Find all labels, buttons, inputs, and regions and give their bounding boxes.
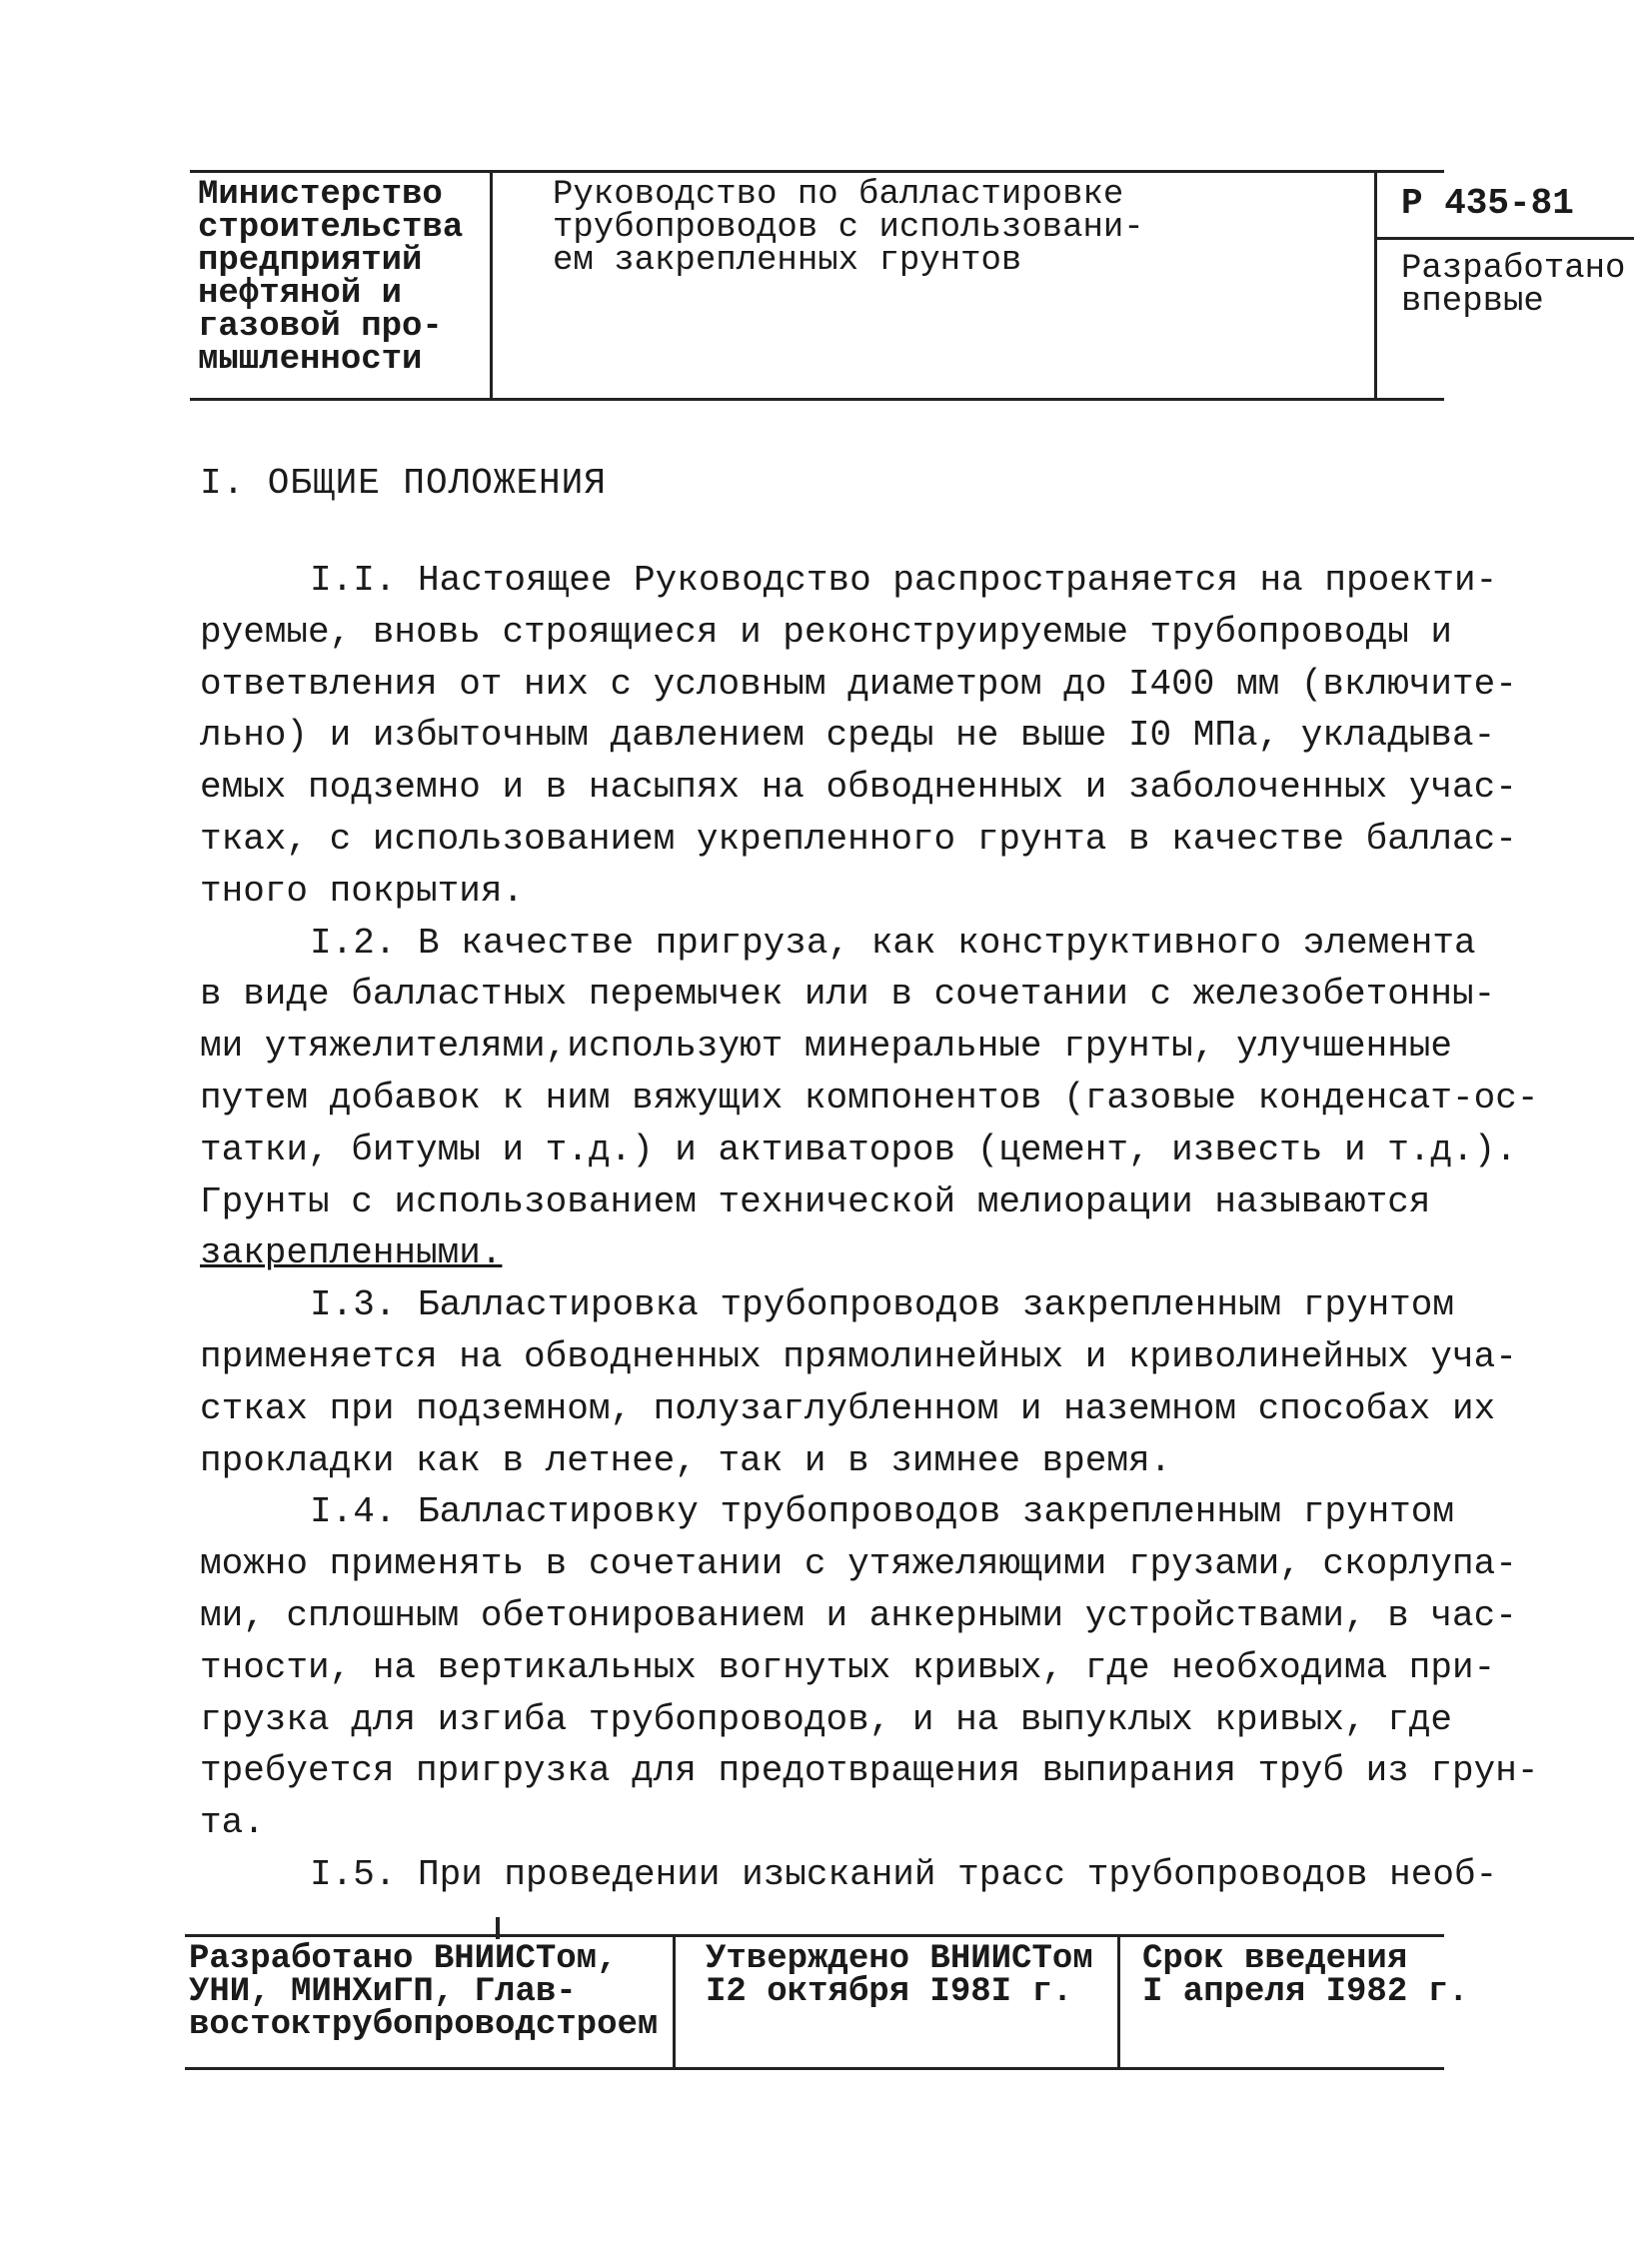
line-text: грузка для изгиба трубопроводов, и на выпуклых кривых, где — [200, 1698, 1453, 1740]
line-text: тного покрытия. — [200, 870, 525, 912]
organization-line: мышленности — [198, 341, 423, 379]
developed-by-text — [189, 1940, 659, 2044]
organization-cell — [190, 173, 490, 398]
paragraph-first-line — [200, 1486, 1454, 1538]
approved-text — [706, 1940, 1093, 2011]
line-text: та. — [200, 1802, 265, 1844]
effective-date-line: I апреля I982 г. — [1142, 1973, 1469, 2011]
line-text: ответвления от них с условным диаметром до I400 мм (включите- — [200, 663, 1517, 705]
line-text: I.I. Настоящее Руководство распространяется на проекти- — [310, 560, 1498, 601]
document-title-line: трубопроводов с использовани- — [553, 209, 1144, 247]
paragraph-first-line — [200, 918, 1476, 970]
line-text: I.4. Балластировку трубопроводов закрепленным грунтом — [310, 1491, 1454, 1533]
paragraph-line — [200, 1642, 1496, 1694]
section-title: I. ОБЩИЕ ПОЛОЖЕНИЯ — [200, 463, 607, 504]
line-text: применяется на обводненных прямолинейных и криволинейных уча- — [200, 1335, 1517, 1377]
document-title-line: Руководство по балластировке — [553, 176, 1124, 214]
line-text: льно) и избыточным давлением среды не выше I0 МПа, укладыва- — [200, 715, 1496, 757]
approved-line: I2 октября I98I г. — [706, 1973, 1073, 2011]
body-text — [200, 555, 1539, 1901]
paragraph-line — [200, 1124, 1517, 1176]
paragraph-line — [200, 1383, 1496, 1435]
header-table — [190, 170, 1626, 401]
paragraph-line — [200, 814, 1517, 866]
line-text: I.5. При проведении изысканий трасс трубопроводов необ- — [310, 1853, 1498, 1895]
paragraph-line — [200, 710, 1496, 762]
organization-line: газовой про- — [198, 308, 443, 346]
line-text: требуется пригрузка для предотвращения выпирания труб из грун- — [200, 1750, 1539, 1792]
document-code: Р 435-81 — [1401, 183, 1574, 224]
paragraph-line — [200, 659, 1517, 711]
organization-line: предприятий — [198, 242, 423, 280]
line-text: тности, на вертикальных вогнутых кривых, где необходима при- — [200, 1646, 1496, 1688]
organization-text — [198, 176, 464, 379]
line-text: тках, с использованием укрепленного грунта в качестве баллас- — [200, 818, 1517, 860]
paragraph-line — [200, 969, 1496, 1021]
line-text: путем добавок к ним вяжущих компонентов (газовые конденсат-ос- — [200, 1077, 1539, 1119]
status-note — [1401, 250, 1626, 321]
line-text: ми, сплошным обетонированием и анкерными устройствами, в час- — [200, 1594, 1517, 1636]
line-text: закрепленными. — [200, 1232, 503, 1274]
effective-date-text — [1142, 1940, 1469, 2011]
footer-table — [185, 1934, 1469, 2070]
paragraph-first-line — [200, 1849, 1498, 1901]
organization-line: нефтяной и — [198, 275, 403, 313]
developed-by-line: УНИ, МИНХиГП, Глав- — [189, 1973, 577, 2011]
paragraph-line — [200, 1435, 1449, 1487]
line-text: Грунты с использованием технической мелиорации называются — [200, 1180, 1431, 1222]
paragraph-line — [200, 1538, 1517, 1590]
status-line: впервые — [1401, 283, 1544, 321]
line-text: можно применять в сочетании с утяжеляющими грузами, скорлупа- — [200, 1543, 1517, 1585]
paragraph-line — [200, 1021, 1453, 1073]
line-text: татки, битумы и т.д.) и активаторов (цемент, известь и т.д.). — [200, 1128, 1517, 1170]
paragraph-line — [200, 1176, 1449, 1228]
developed-by-line: Разработано ВНИИСТом, — [189, 1940, 618, 1978]
paragraph-line — [200, 1227, 1449, 1279]
developed-by-line: востоктрубопроводстроем — [189, 2006, 659, 2044]
line-text: в виде балластных перемычек или в сочетании с железобетонны- — [200, 974, 1496, 1016]
status-line: Разработано — [1401, 250, 1626, 288]
paragraph-first-line — [200, 1279, 1454, 1331]
line-text: I.3. Балластировка трубопроводов закрепленным грунтом — [310, 1284, 1454, 1326]
line-text: ми утяжелителями,используют минеральные грунты, улучшенные — [200, 1026, 1453, 1068]
developed-by-cell — [185, 1937, 673, 2067]
line-text: руемые, вновь строящиеся и реконструируемые трубопроводы и — [200, 611, 1453, 653]
approved-cell — [673, 1937, 1117, 2067]
paragraph-line — [200, 1073, 1539, 1124]
code-cell — [1374, 173, 1626, 398]
paragraph-line — [200, 1745, 1539, 1797]
effective-date-cell — [1117, 1937, 1469, 2067]
paragraph-line — [200, 1331, 1517, 1383]
paragraph-first-line — [200, 555, 1498, 607]
document-title — [553, 176, 1144, 280]
paragraph-line — [200, 1590, 1517, 1642]
paragraph-line — [200, 866, 1449, 918]
effective-date-line: Срок введения — [1142, 1940, 1408, 1978]
document-title-cell — [490, 173, 1374, 398]
paragraph-line — [200, 1694, 1453, 1746]
paragraph-line — [200, 607, 1453, 659]
paragraph-line — [200, 1797, 1449, 1849]
document-title-line: ем закрепленных грунтов — [553, 242, 1022, 280]
organization-line: Министерство — [198, 176, 443, 214]
organization-line: строительства — [198, 209, 464, 247]
paragraph-line — [200, 762, 1517, 814]
line-text: прокладки как в летнее, так и в зимнее время. — [200, 1439, 1172, 1481]
code-divider — [1377, 237, 1634, 240]
approved-line: Утверждено ВНИИСТом — [706, 1940, 1093, 1978]
line-text: I.2. В качестве пригруза, как конструктивного элемента — [310, 922, 1476, 964]
line-text: емых подземно и в насыпях на обводненных и заболоченных учас- — [200, 767, 1517, 809]
line-text: стках при подземном, полузаглубленном и наземном способах их — [200, 1387, 1496, 1429]
